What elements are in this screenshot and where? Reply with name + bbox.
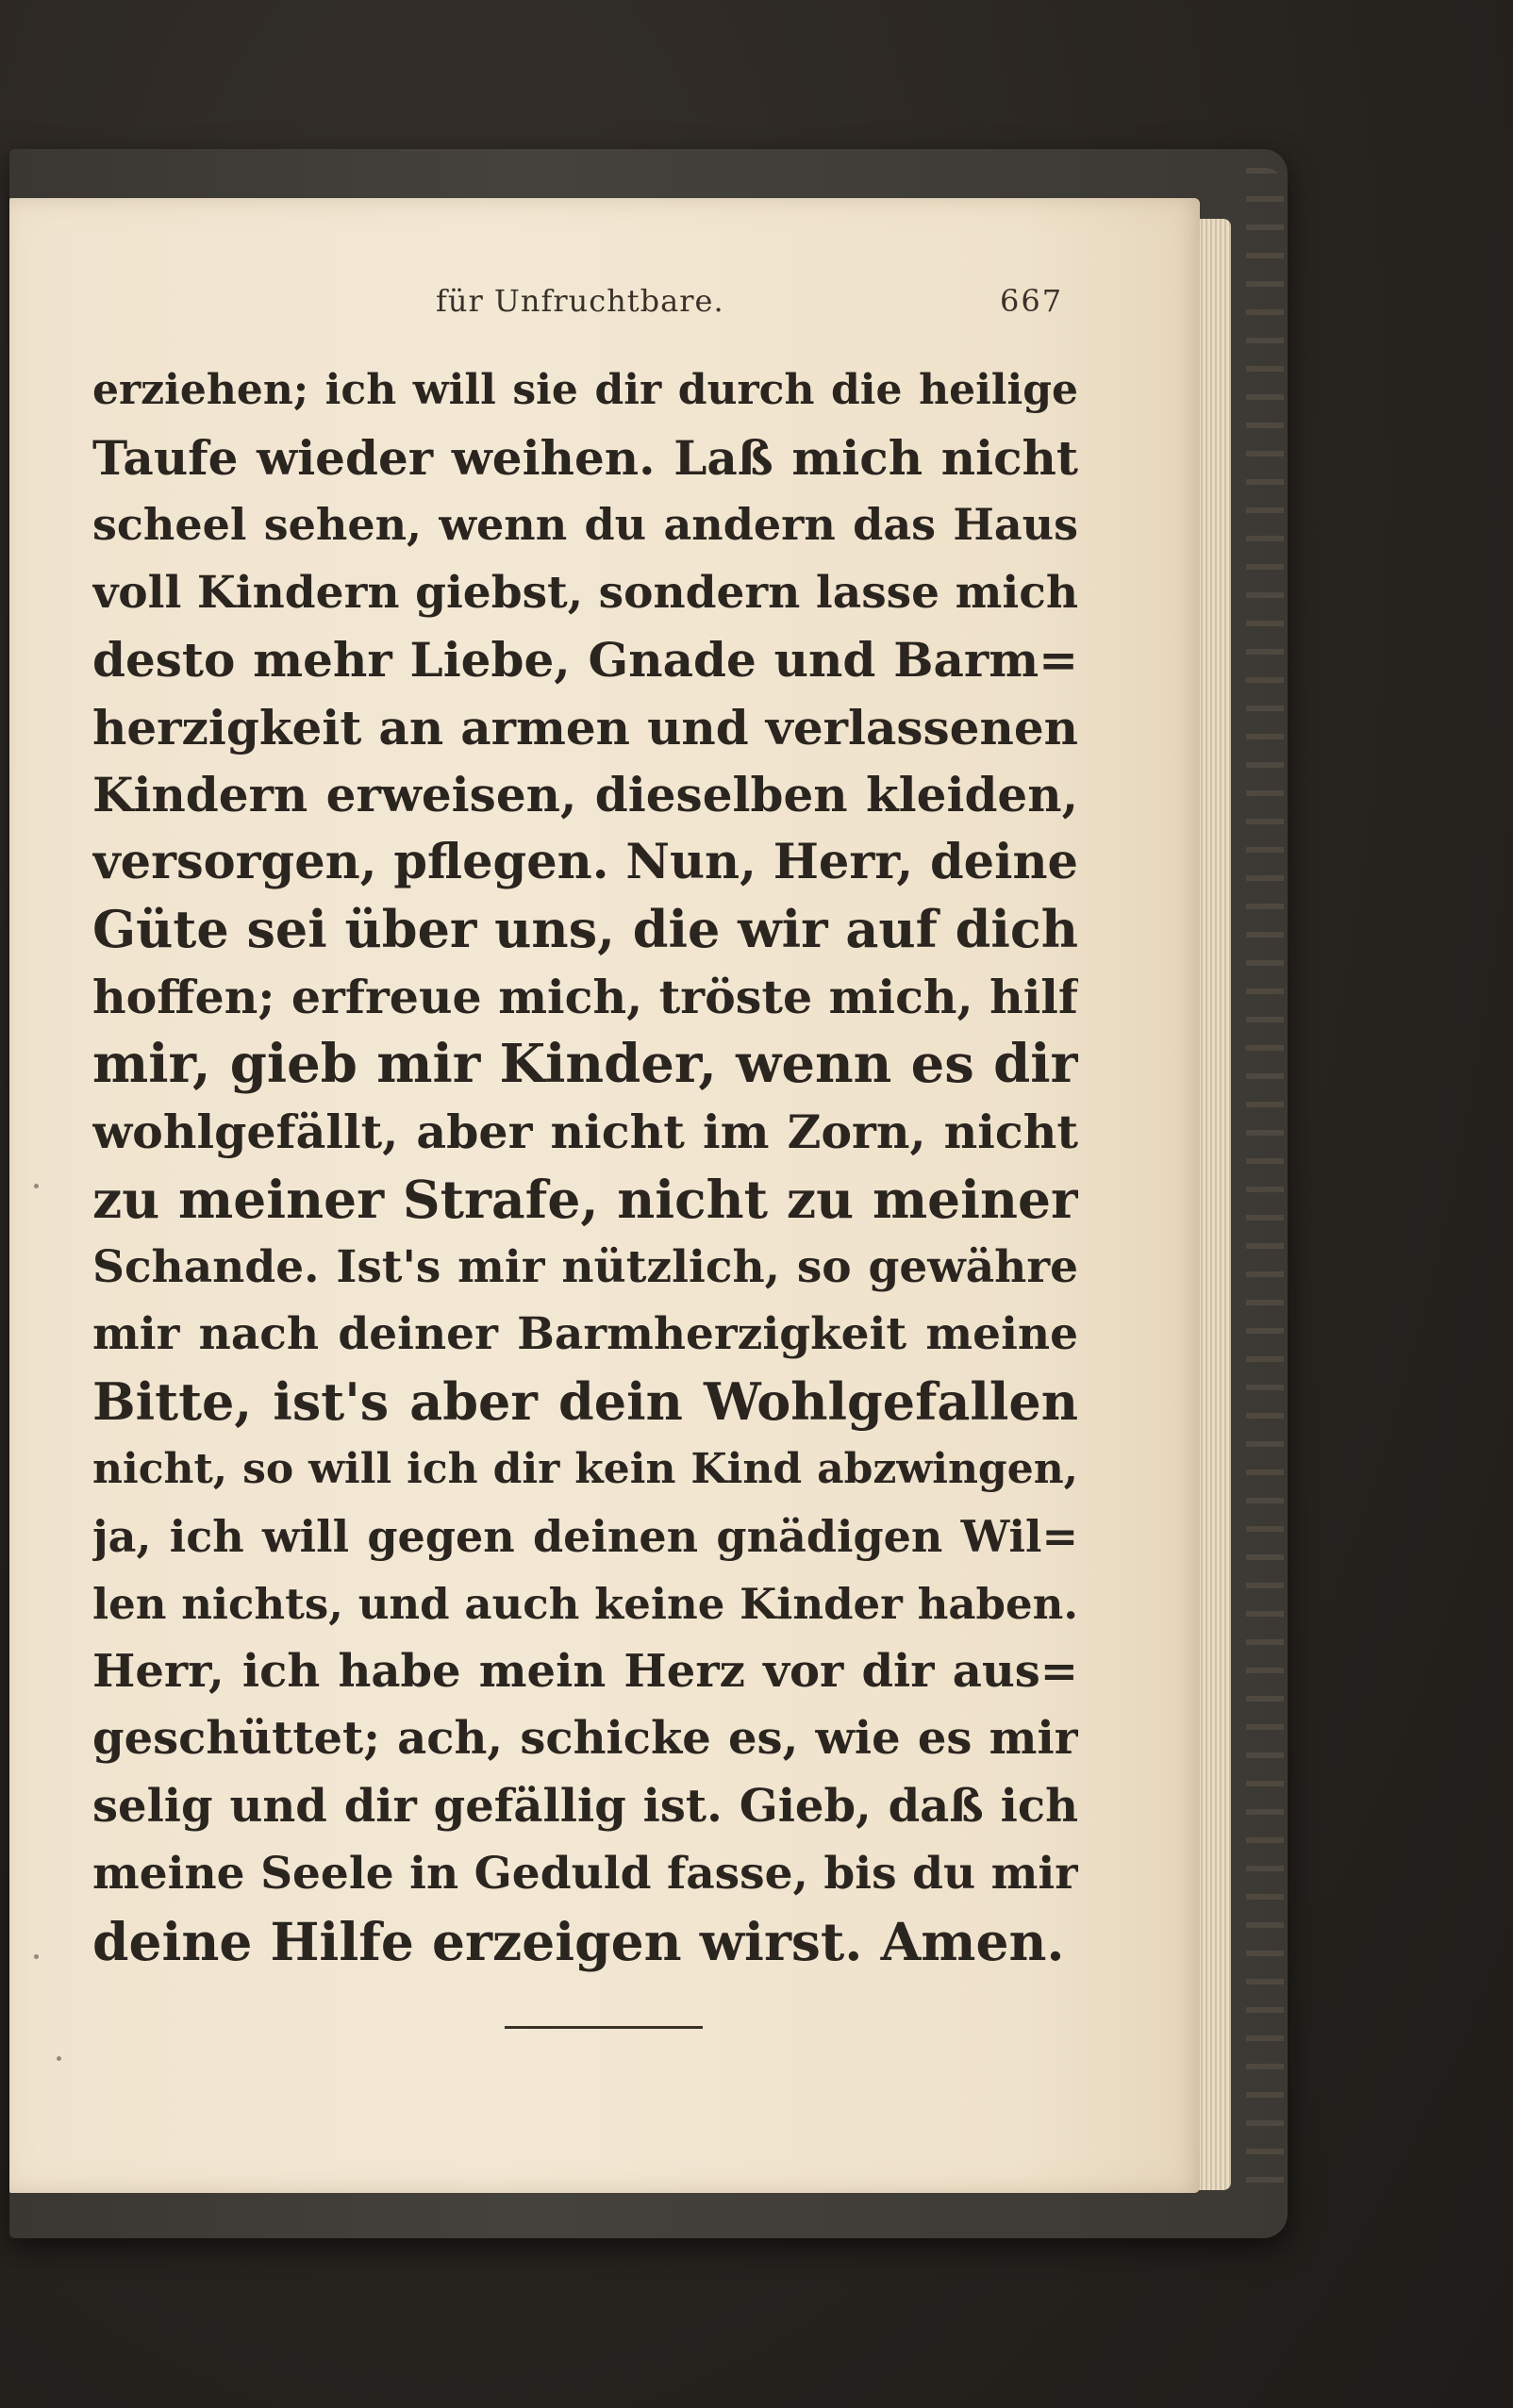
- paper-speck: [34, 1184, 39, 1188]
- paper-speck: [57, 2056, 61, 2061]
- end-rule: [505, 2026, 703, 2029]
- text-line: erziehen; ich will sie dir durch die heilige: [92, 366, 1078, 414]
- text-line: ja, ich will gegen deinen gnädigen Wil=: [92, 1510, 1078, 1562]
- text-line: Güte sei über uns, die wir auf dich: [92, 899, 1078, 959]
- text-line: geschüttet; ach, schicke es, wie es mir: [92, 1712, 1078, 1765]
- running-head: [0, 283, 1513, 330]
- text-line: meine Seele in Geduld fasse, bis du mir: [92, 1848, 1078, 1900]
- text-line: Taufe wieder weihen. Laß mich nicht: [92, 429, 1078, 486]
- text-line: nicht, so will ich dir kein Kind abzwingen,: [92, 1445, 1078, 1493]
- text-line: Schande. Ist's mir nützlich, so gewähre: [92, 1240, 1078, 1293]
- text-line: herzigkeit an armen und verlassenen: [92, 699, 1078, 756]
- text-line: desto mehr Liebe, Gnade und Barm=: [92, 632, 1078, 688]
- body-text: [92, 357, 1078, 1975]
- text-line: zu meiner Strafe, nicht zu meiner: [92, 1169, 1078, 1230]
- running-head-title: für Unfruchtbare.: [436, 283, 724, 319]
- text-line: Kindern erweisen, dieselben kleiden,: [92, 767, 1078, 822]
- text-line: Herr, ich habe mein Herz vor dir aus=: [92, 1644, 1078, 1698]
- text-line: len nichts, und auch keine Kinder haben.: [92, 1579, 1078, 1629]
- text-line: hoffen; erfreue mich, tröste mich, hilf: [92, 969, 1078, 1024]
- text-line: selig und dir gefällig ist. Gieb, daß ich: [92, 1779, 1078, 1833]
- text-line: mir, gieb mir Kinder, wenn es dir: [92, 1033, 1078, 1095]
- cover-edge-wear: [1246, 168, 1284, 2205]
- paper-speck: [34, 1954, 39, 1959]
- text-line: Bitte, ist's aber dein Wohlgefallen: [92, 1370, 1078, 1432]
- page-number: 667: [1000, 283, 1064, 319]
- text-line: versorgen, pflegen. Nun, Herr, deine: [92, 833, 1078, 890]
- text-line: voll Kindern giebst, sondern lasse mich: [92, 566, 1078, 619]
- text-line: wohlgefällt, aber nicht im Zorn, nicht: [92, 1104, 1078, 1159]
- text-line: deine Hilfe erzeigen wirst. Amen.: [92, 1910, 1065, 1972]
- text-line: mir nach deiner Barmherzigkeit meine: [92, 1308, 1078, 1360]
- text-line: scheel sehen, wenn du andern das Haus: [92, 499, 1078, 550]
